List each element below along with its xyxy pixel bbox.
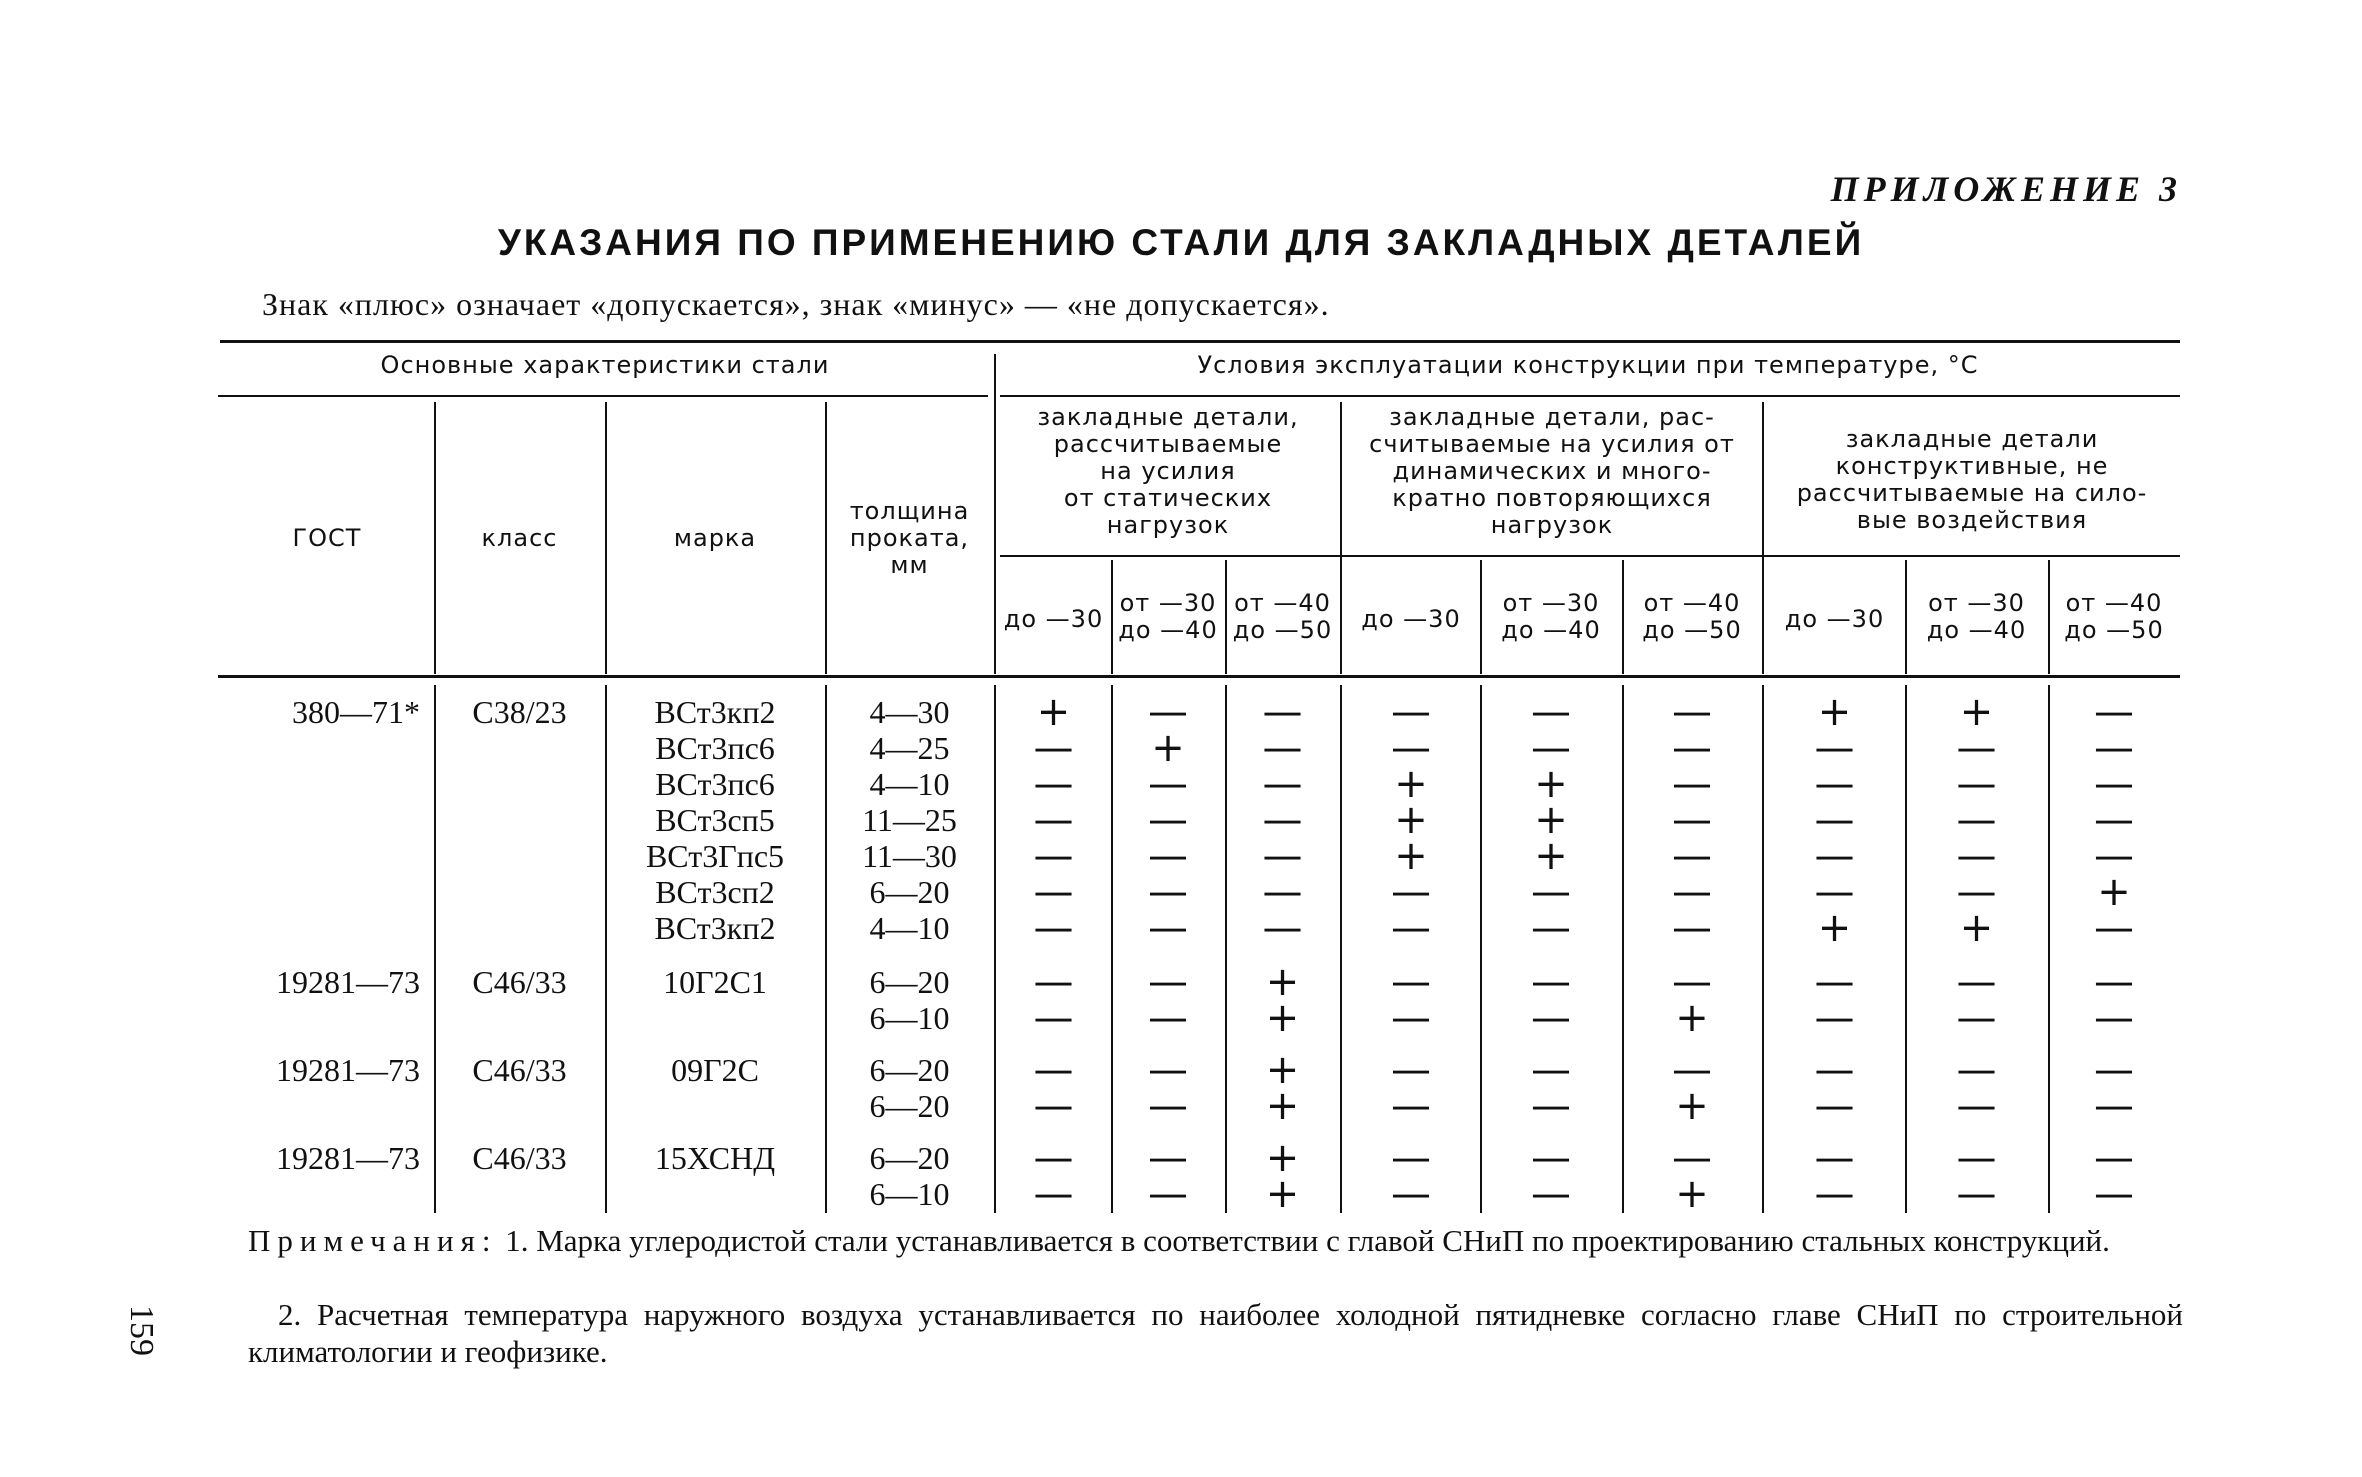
minus-sign-cell: —	[1814, 1047, 1855, 1093]
plus-sign-cell: +	[1675, 1083, 1709, 1129]
cell-gost: 19281—73	[276, 1140, 420, 1176]
temp-header	[1225, 590, 1340, 644]
minus-sign-cell: —	[1391, 995, 1431, 1041]
plus-sign-cell: +	[1265, 1135, 1300, 1181]
cell-grade: ВСт3кп2	[654, 910, 776, 946]
cell-thickness: 11—30	[862, 838, 957, 874]
minus-sign-cell: —	[1391, 1135, 1431, 1181]
minus-sign-cell: —	[2094, 1171, 2134, 1217]
minus-sign-cell: —	[1033, 725, 1074, 771]
header-line: от —30	[1119, 589, 1217, 617]
minus-sign-cell: —	[1391, 1083, 1431, 1129]
minus-sign-cell: —	[1033, 761, 1074, 807]
cell-grade: ВСт3пс6	[655, 730, 775, 766]
minus-sign-cell: —	[1391, 689, 1431, 735]
cell-thickness: 6—20	[869, 874, 950, 910]
cell-thickness: 6—20	[869, 1052, 950, 1088]
header-static-loads	[996, 404, 1340, 539]
header-group-conditions: Условия эксплуатации конструкции при температуре, °С	[1197, 351, 1979, 379]
header-thickness-line: мм	[890, 551, 929, 579]
cell-thickness: 6—20	[869, 1140, 950, 1176]
minus-sign-cell: —	[1814, 761, 1855, 807]
minus-sign-cell: —	[1033, 869, 1074, 915]
minus-sign-cell: —	[1956, 869, 1997, 915]
header-line: нагрузок	[1106, 511, 1230, 539]
minus-sign-cell: —	[1148, 869, 1188, 915]
minus-sign-cell: —	[1033, 1171, 1074, 1217]
minus-sign-cell: —	[2094, 725, 2134, 771]
minus-sign-cell: —	[2094, 833, 2134, 879]
minus-sign-cell: —	[1814, 1083, 1855, 1129]
cell-grade: ВСт3сп2	[655, 874, 775, 910]
header-thickness	[825, 498, 994, 579]
plus-sign-cell: +	[1265, 995, 1300, 1041]
minus-sign-cell: —	[1531, 995, 1571, 1041]
header-line: рассчитываемые	[1053, 430, 1283, 458]
minus-sign-cell: —	[2094, 905, 2134, 951]
minus-sign-cell: —	[1391, 725, 1431, 771]
header-line: закладные детали	[1845, 425, 2099, 453]
plus-sign-cell: +	[1036, 689, 1071, 735]
minus-sign-cell: —	[1148, 1047, 1188, 1093]
minus-sign-cell: —	[1262, 761, 1303, 807]
minus-sign-cell: —	[1672, 1135, 1712, 1181]
header-line: от —40	[1234, 589, 1331, 617]
header-line: до —50	[2064, 616, 2164, 644]
header-line: от —40	[2065, 589, 2163, 617]
minus-sign-cell: —	[1391, 869, 1431, 915]
minus-sign-cell: —	[1148, 761, 1188, 807]
cell-class: С46/33	[472, 964, 567, 1000]
temp-header	[1622, 590, 1762, 644]
minus-sign-cell: —	[1531, 959, 1571, 1005]
cell-thickness: 4—25	[869, 730, 950, 766]
minus-sign-cell: —	[1956, 833, 1997, 879]
minus-sign-cell: —	[1033, 905, 1074, 951]
minus-sign-cell: —	[1033, 1135, 1074, 1181]
cell-thickness: 6—10	[869, 1176, 950, 1212]
minus-sign-cell: —	[1391, 905, 1431, 951]
header-dynamic-loads	[1342, 404, 1762, 539]
cell-grade: 15ХСНД	[654, 1140, 776, 1176]
cell-thickness: 6—20	[869, 1088, 950, 1124]
minus-sign-cell: —	[2094, 1047, 2134, 1093]
header-line: конструктивные, не	[1835, 452, 2109, 480]
plus-sign-cell: +	[1675, 1171, 1709, 1217]
header-line: кратно повторяющихся	[1392, 484, 1712, 512]
minus-sign-cell: —	[1672, 761, 1712, 807]
minus-sign-cell: —	[1033, 959, 1074, 1005]
header-line: вые воздействия	[1856, 506, 2088, 534]
minus-sign-cell: —	[1148, 995, 1188, 1041]
minus-sign-cell: —	[1148, 1083, 1188, 1129]
plus-sign-cell: +	[1265, 1171, 1300, 1217]
header-thickness-line: толщина	[849, 497, 970, 525]
header-class: класс	[481, 524, 558, 552]
minus-sign-cell: —	[1672, 689, 1712, 735]
minus-sign-cell: —	[1672, 1047, 1712, 1093]
minus-sign-cell: —	[1531, 1047, 1571, 1093]
header-line: до —40	[1118, 616, 1218, 644]
page-number: 159	[123, 1305, 160, 1356]
plus-sign-cell: +	[1534, 761, 1568, 807]
minus-sign-cell: —	[1672, 959, 1712, 1005]
minus-sign-cell: —	[1814, 1135, 1855, 1181]
temp-header: до —30	[1003, 605, 1104, 633]
minus-sign-cell: —	[2094, 995, 2134, 1041]
plus-sign-cell: +	[1265, 959, 1300, 1005]
minus-sign-cell: —	[1956, 995, 1997, 1041]
note-2: 2. Расчетная температура наружного воздуха устанавливается по наиболее холодной пятидневке согласно главе СНиП по строительной климатологии и геофизике.	[248, 1297, 2183, 1369]
minus-sign-cell: —	[1391, 1171, 1431, 1217]
cell-thickness: 4—10	[869, 910, 950, 946]
appendix-label: ПРИЛОЖЕНИЕ 3	[1830, 169, 2182, 209]
header-line: на усилия	[1100, 457, 1236, 485]
cell-gost: 380—71*	[292, 694, 420, 730]
cell-thickness: 6—10	[869, 1000, 950, 1036]
header-line: до —40	[1926, 616, 2027, 644]
minus-sign-cell: —	[1148, 959, 1188, 1005]
header-line: от —30	[1928, 589, 2025, 617]
minus-sign-cell: —	[1148, 689, 1188, 735]
temp-header	[1480, 590, 1622, 644]
plus-sign-cell: +	[2097, 869, 2131, 915]
header-line: до —40	[1501, 616, 1601, 644]
cell-gost: 19281—73	[276, 1052, 420, 1088]
header-line: от статических	[1063, 484, 1273, 512]
minus-sign-cell: —	[1033, 1047, 1074, 1093]
plus-sign-cell: +	[1534, 833, 1568, 879]
header-line: до —50	[1642, 616, 1742, 644]
header-line: от —30	[1502, 589, 1600, 617]
minus-sign-cell: —	[1672, 905, 1712, 951]
minus-sign-cell: —	[1956, 725, 1997, 771]
minus-sign-cell: —	[1956, 1083, 1997, 1129]
plus-sign-cell: +	[1394, 797, 1428, 843]
plus-sign-cell: +	[1265, 1083, 1300, 1129]
minus-sign-cell: —	[1531, 689, 1571, 735]
minus-sign-cell: —	[2094, 689, 2134, 735]
minus-sign-cell: —	[1148, 1171, 1188, 1217]
temp-header: до —30	[1361, 605, 1461, 633]
minus-sign-cell: —	[1672, 833, 1712, 879]
minus-sign-cell: —	[1531, 1171, 1571, 1217]
temp-header	[2048, 590, 2180, 644]
cell-class: С46/33	[472, 1140, 567, 1176]
header-line: рассчитываемые на сило-	[1796, 479, 2148, 507]
minus-sign-cell: —	[1814, 959, 1855, 1005]
header-grade: марка	[673, 524, 757, 552]
plus-sign-cell: +	[1675, 995, 1709, 1041]
sign-legend: Знак «плюс» означает «допускается», знак «минус» — «не допускается».	[262, 286, 1330, 322]
minus-sign-cell: —	[1391, 959, 1431, 1005]
plus-sign-cell: +	[1394, 761, 1428, 807]
header-thickness-line: проката,	[849, 524, 970, 552]
temp-header	[1905, 590, 2048, 644]
minus-sign-cell: —	[1262, 833, 1303, 879]
cell-gost: 19281—73	[276, 964, 420, 1000]
temp-header	[1111, 590, 1225, 644]
minus-sign-cell: —	[1814, 1171, 1855, 1217]
minus-sign-cell: —	[1814, 869, 1855, 915]
minus-sign-cell: —	[1262, 689, 1303, 735]
temp-header: до —30	[1784, 605, 1885, 633]
plus-sign-cell: +	[1959, 905, 1994, 951]
header-line: до —50	[1232, 616, 1333, 644]
header-line: закладные детали,	[1037, 403, 1299, 431]
minus-sign-cell: —	[1391, 1047, 1431, 1093]
minus-sign-cell: —	[2094, 1083, 2134, 1129]
plus-sign-cell: +	[1959, 689, 1994, 735]
minus-sign-cell: —	[1956, 1171, 1997, 1217]
minus-sign-cell: —	[1814, 797, 1855, 843]
minus-sign-cell: —	[2094, 1135, 2134, 1181]
minus-sign-cell: —	[1672, 797, 1712, 843]
minus-sign-cell: —	[1956, 1135, 1997, 1181]
plus-sign-cell: +	[1817, 905, 1852, 951]
minus-sign-cell: —	[2094, 761, 2134, 807]
cell-grade: ВСт3сп5	[655, 802, 775, 838]
minus-sign-cell: —	[1033, 1083, 1074, 1129]
notes-label: Примечания:	[248, 1223, 498, 1258]
cell-thickness: 11—25	[862, 802, 957, 838]
minus-sign-cell: —	[1814, 995, 1855, 1041]
cell-grade: ВСт3пс6	[655, 766, 775, 802]
minus-sign-cell: —	[1672, 869, 1712, 915]
minus-sign-cell: —	[1956, 797, 1997, 843]
plus-sign-cell: +	[1817, 689, 1852, 735]
minus-sign-cell: —	[1262, 905, 1303, 951]
minus-sign-cell: —	[1531, 869, 1571, 915]
minus-sign-cell: —	[1814, 833, 1855, 879]
minus-sign-cell: —	[1956, 1047, 1997, 1093]
plus-sign-cell: +	[1394, 833, 1428, 879]
note-1: 1. Марка углеродистой стали устанавливается в соответствии с главой СНиП по проектированию стальных конструкций.	[505, 1223, 2110, 1258]
cell-grade: 09Г2С	[671, 1052, 759, 1088]
minus-sign-cell: —	[1262, 725, 1303, 771]
minus-sign-cell: —	[1956, 959, 1997, 1005]
header-line: динамических и много-	[1392, 457, 1712, 485]
minus-sign-cell: —	[1531, 725, 1571, 771]
cell-class: С38/23	[472, 694, 567, 730]
minus-sign-cell: —	[1531, 905, 1571, 951]
header-line: закладные детали, рас-	[1389, 403, 1715, 431]
minus-sign-cell: —	[1033, 995, 1074, 1041]
header-group-steel: Основные характеристики стали	[380, 351, 830, 379]
header-line: нагрузок	[1490, 511, 1614, 539]
minus-sign-cell: —	[1531, 1083, 1571, 1129]
cell-class: С46/33	[472, 1052, 567, 1088]
minus-sign-cell: —	[1148, 1135, 1188, 1181]
cell-grade: ВСт3кп2	[654, 694, 776, 730]
header-constructive	[1764, 426, 2180, 534]
minus-sign-cell: —	[1262, 797, 1303, 843]
minus-sign-cell: —	[1262, 869, 1303, 915]
plus-sign-cell: +	[1151, 725, 1185, 771]
header-line: считываемые на усилия от	[1369, 430, 1735, 458]
plus-sign-cell: +	[1265, 1047, 1300, 1093]
header-line: от —40	[1643, 589, 1741, 617]
minus-sign-cell: —	[2094, 959, 2134, 1005]
minus-sign-cell: —	[1956, 761, 1997, 807]
note-2-block	[248, 1296, 2183, 1370]
minus-sign-cell: —	[1814, 725, 1855, 771]
minus-sign-cell: —	[1148, 905, 1188, 951]
minus-sign-cell: —	[1033, 833, 1074, 879]
header-gost: ГОСТ	[292, 524, 362, 552]
minus-sign-cell: —	[1531, 1135, 1571, 1181]
minus-sign-cell: —	[1033, 797, 1074, 843]
page-title: УКАЗАНИЯ ПО ПРИМЕНЕНИЮ СТАЛИ ДЛЯ ЗАКЛАДНЫХ ДЕТАЛЕЙ	[497, 222, 1865, 263]
cell-thickness: 4—10	[869, 766, 950, 802]
notes-block	[248, 1222, 2183, 1259]
plus-sign-cell: +	[1534, 797, 1568, 843]
minus-sign-cell: —	[1148, 833, 1188, 879]
cell-grade: 10Г2С1	[663, 964, 767, 1000]
cell-grade: ВСт3Гпс5	[645, 838, 785, 874]
cell-thickness: 6—20	[869, 964, 950, 1000]
cell-thickness: 4—30	[869, 694, 950, 730]
minus-sign-cell: —	[1148, 797, 1188, 843]
minus-sign-cell: —	[1672, 725, 1712, 771]
minus-sign-cell: —	[2094, 797, 2134, 843]
